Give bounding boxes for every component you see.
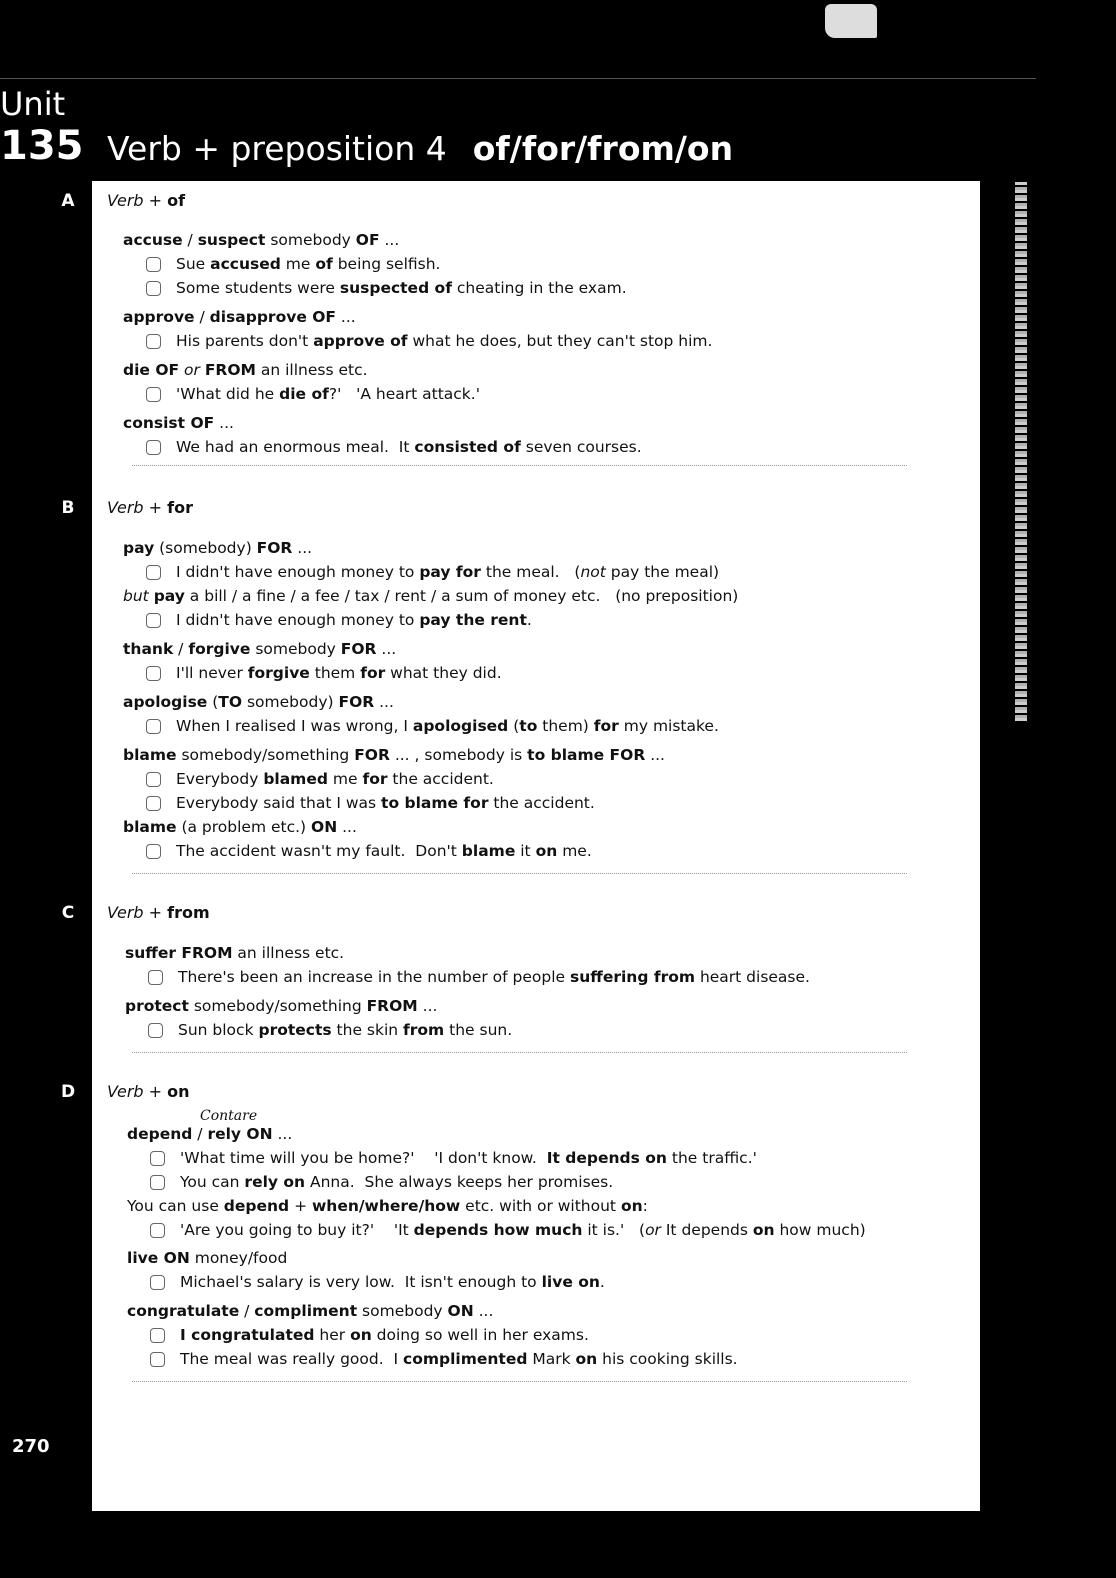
rule-line: blame somebody/something FOR ... , somebody is to blame FOR ... [123, 746, 665, 764]
page-number: 270 [12, 1436, 50, 1457]
example-line: 'Are you going to buy it?' 'It depends how much it is.' (or It depends on how much) [150, 1220, 866, 1240]
rule-line: accuse / suspect somebody OF ... [123, 231, 400, 249]
rule-line: consist OF ... [123, 414, 234, 432]
section-head-d: Verb + on [107, 1082, 190, 1101]
example-line: Sun block protects the skin from the sun. [148, 1020, 512, 1040]
handwritten-note: Contare [200, 1108, 258, 1124]
example-line: I congratulated her on doing so well in her exams. [150, 1325, 589, 1345]
example-line: Everybody said that I was to blame for the accident. [146, 793, 595, 813]
section-head-a: Verb + of [107, 191, 186, 210]
rule-line: suffer FROM an illness etc. [125, 944, 345, 962]
example-line: I didn't have enough money to pay for the meal. (not pay the meal) [146, 562, 719, 582]
example-line: When I realised I was wrong, I apologised (to them) for my mistake. [146, 716, 719, 736]
rule-line: die OF or FROM an illness etc. [123, 361, 368, 379]
section-head-a-bold: of [167, 191, 186, 210]
rule-line: protect somebody/something FROM ... [125, 997, 438, 1015]
rule-line: depend / rely ON ... [127, 1125, 293, 1143]
example-line: We had an enormous meal. It consisted of seven courses. [146, 437, 642, 457]
corner-mark [825, 4, 877, 38]
section-head-c: Verb + from [107, 903, 210, 922]
rule-line: thank / forgive somebody FOR ... [123, 640, 397, 658]
rule-line: live ON money/food [127, 1249, 288, 1267]
example-line: You can rely on Anna. She always keeps her promises. [150, 1172, 613, 1192]
rule-line: approve / disapprove OF ... [123, 308, 356, 326]
section-tab-d: D [50, 1077, 86, 1107]
example-line: The meal was really good. I complimented Mark on his cooking skills. [150, 1349, 738, 1369]
example-line: I didn't have enough money to pay the rent. [146, 610, 532, 630]
section-divider [132, 465, 907, 466]
rule-line: congratulate / compliment somebody ON ... [127, 1302, 494, 1320]
section-head-b-bold: for [167, 498, 194, 517]
section-head-c-bold: from [167, 903, 210, 922]
section-divider [132, 1381, 907, 1382]
example-line: Everybody blamed me for the accident. [146, 769, 494, 789]
example-line: I'll never forgive them for what they did. [146, 663, 502, 683]
section-tab-b: B [50, 493, 86, 523]
unit-number: 135 [0, 123, 84, 169]
section-head-a-italic: Verb [107, 191, 144, 210]
unit-title-bold: of/for/from/on [472, 129, 734, 168]
section-head-d-italic: Verb [107, 1082, 144, 1101]
section-tab-c: C [50, 898, 86, 928]
top-rule [0, 78, 1036, 79]
section-head-b-italic: Verb [107, 498, 144, 517]
example-line: There's been an increase in the number of people suffering from heart disease. [148, 967, 810, 987]
unit-label: Unit [0, 85, 66, 123]
rule-line: pay (somebody) FOR ... [123, 539, 313, 557]
rule-line: apologise (TO somebody) FOR ... [123, 693, 394, 711]
section-divider [132, 1052, 907, 1053]
section-tab-a: A [50, 186, 86, 216]
example-line: 'What did he die of?' 'A heart attack.' [146, 384, 480, 404]
example-line: Some students were suspected of cheating in the exam. [146, 278, 627, 298]
example-line: His parents don't approve of what he does, but they can't stop him. [146, 331, 712, 351]
section-head-b: Verb + for [107, 498, 194, 517]
rule-line: You can use depend + when/where/how etc. with or without on: [127, 1197, 648, 1215]
rule-line: but pay a bill / a fine / a fee / tax / rent / a sum of money etc. (no preposition) [123, 587, 739, 605]
example-line: Sue accused me of being selfish. [146, 254, 440, 274]
example-line: 'What time will you be home?' 'I don't know. It depends on the traffic.' [150, 1148, 757, 1168]
unit-title [107, 129, 734, 168]
rule-line: blame (a problem etc.) ON ... [123, 818, 357, 836]
side-strip [1015, 182, 1027, 722]
section-divider [132, 873, 907, 874]
section-head-c-italic: Verb [107, 903, 144, 922]
example-line: The accident wasn't my fault. Don't blame it on me. [146, 841, 592, 861]
section-head-d-bold: on [167, 1082, 190, 1101]
unit-title-main: Verb + preposition 4 [107, 129, 447, 168]
example-line: Michael's salary is very low. It isn't enough to live on. [150, 1272, 605, 1292]
